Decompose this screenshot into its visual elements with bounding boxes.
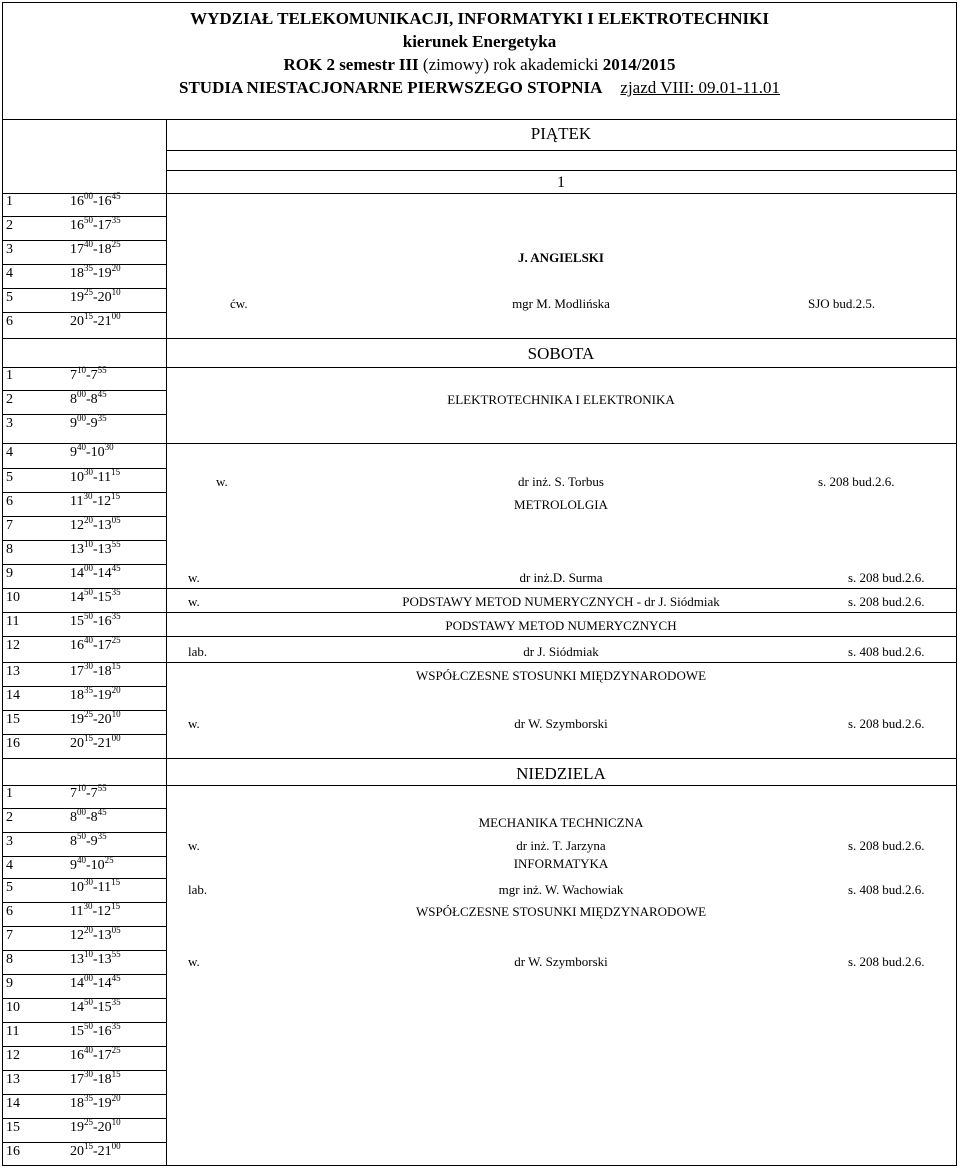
slot-time: $19^{25}-20^{10}$: [70, 287, 121, 305]
slot-time: $13^{10}-13^{55}$: [70, 539, 121, 557]
slot-number: 1: [6, 368, 13, 383]
slot-time: $19^{25}-20^{10}$: [70, 1117, 121, 1135]
column-divider: [166, 193, 167, 1166]
slot-time: $12^{20}-13^{05}$: [70, 515, 121, 533]
slot-time: $18^{35}-19^{20}$: [70, 685, 121, 703]
class-subject: ELEKTROTECHNIKA I ELEKTRONIKA: [447, 392, 675, 407]
slot-time: $16^{50}-17^{35}$: [70, 215, 121, 233]
slot-number: 5: [6, 290, 13, 305]
class-teacher: dr W. Szymborski: [514, 716, 608, 731]
slot-time: $16^{00}-16^{45}$: [70, 191, 121, 209]
slot-number: 3: [6, 416, 13, 431]
field-of-study: kierunek Energetyka: [402, 32, 557, 51]
slot-time: $20^{15}-21^{00}$: [70, 311, 121, 329]
schedule-header: [2, 2, 957, 120]
row-divider: [2, 734, 166, 735]
row-divider: [2, 808, 166, 809]
slot-number: 3: [6, 834, 13, 849]
slot-time: $17^{30}-18^{15}$: [70, 1069, 121, 1087]
slot-time: $18^{35}-19^{20}$: [70, 1093, 121, 1111]
class-room: s. 408 bud.2.6.: [848, 882, 925, 897]
slot-number: 7: [6, 518, 13, 533]
class-teacher: dr W. Szymborski: [514, 954, 608, 969]
class-type: w.: [188, 716, 200, 731]
row-divider: [2, 564, 166, 565]
class-teacher: dr inż. T. Jarzyna: [516, 838, 606, 853]
day-title-sunday: NIEDZIELA: [516, 764, 606, 783]
slot-number: 15: [6, 712, 20, 727]
slot-number: 4: [6, 445, 13, 460]
row-divider: [166, 588, 957, 589]
column-divider: [166, 120, 167, 193]
slot-number: 4: [6, 266, 13, 281]
row-divider: [2, 443, 957, 444]
row-divider: [2, 758, 957, 759]
slot-number: 10: [6, 590, 20, 605]
class-subject: METROLOLGIA: [514, 497, 608, 512]
slot-time: $14^{00}-14^{45}$: [70, 563, 121, 581]
class-type: w.: [188, 594, 200, 609]
row-divider: [2, 902, 166, 903]
faculty-title: WYDZIAŁ TELEKOMUNIKACJI, INFORMATYKI I ELEKTROTECHNIKI: [190, 9, 769, 28]
class-teacher: dr inż.D. Surma: [519, 570, 603, 585]
row-divider: [2, 878, 166, 879]
row-divider: [2, 216, 166, 217]
row-divider: [2, 1022, 166, 1023]
class-room: s. 208 bud.2.6.: [818, 474, 895, 489]
slot-number: 4: [6, 858, 13, 873]
slot-number: 2: [6, 810, 13, 825]
row-divider: [2, 540, 166, 541]
slot-time: $9^{40}-10^{30}$: [70, 442, 114, 460]
slot-time: $14^{50}-15^{35}$: [70, 587, 121, 605]
slot-number: 8: [6, 542, 13, 557]
row-divider: [2, 240, 166, 241]
class-room: s. 408 bud.2.6.: [848, 644, 925, 659]
slot-time: $8^{00}-8^{45}$: [70, 807, 107, 825]
slot-time: $17^{40}-18^{25}$: [70, 239, 121, 257]
slot-time: $10^{30}-11^{15}$: [70, 877, 121, 895]
row-divider: [166, 150, 957, 151]
class-type: lab.: [188, 644, 208, 659]
slot-time: $15^{50}-16^{35}$: [70, 611, 121, 629]
slot-number: 6: [6, 904, 13, 919]
class-subject: WSPÓŁCZESNE STOSUNKI MIĘDZYNARODOWE: [415, 904, 707, 919]
slot-number: 1: [6, 786, 13, 801]
row-divider: [166, 662, 957, 663]
row-divider: [2, 1142, 166, 1143]
slot-time: $14^{50}-15^{35}$: [70, 997, 121, 1015]
slot-number: 16: [6, 1144, 20, 1159]
row-divider: [2, 492, 166, 493]
row-divider: [2, 974, 166, 975]
row-divider: [2, 926, 166, 927]
slot-number: 11: [6, 1024, 20, 1039]
class-room: s. 208 bud.2.6.: [848, 594, 925, 609]
slot-time: $15^{50}-16^{35}$: [70, 1021, 121, 1039]
slot-number: 3: [6, 242, 13, 257]
slot-time: $12^{20}-13^{05}$: [70, 925, 121, 943]
study-mode-line: [2, 76, 957, 99]
slot-time: $8^{00}-8^{45}$: [70, 389, 107, 407]
row-divider: [2, 312, 166, 313]
class-subject: PODSTAWY METOD NUMERYCZNYCH - dr J. Siódmiak: [402, 594, 720, 609]
class-subject: J. ANGIELSKI: [518, 250, 604, 265]
slot-number: 15: [6, 1120, 20, 1135]
class-room: s. 208 bud.2.6.: [848, 838, 925, 853]
slot-time: $9^{40}-10^{25}$: [70, 855, 114, 873]
class-room: s. 208 bud.2.6.: [848, 570, 925, 585]
row-divider: [2, 468, 166, 469]
slot-number: 7: [6, 928, 13, 943]
slot-number: 6: [6, 314, 13, 329]
class-type: lab.: [188, 882, 208, 897]
slot-time: $8^{50}-9^{35}$: [70, 831, 107, 849]
row-divider: [166, 170, 957, 171]
class-subject: PODSTAWY METOD NUMERYCZNYCH: [445, 618, 677, 633]
row-divider: [2, 636, 166, 637]
row-divider: [166, 612, 957, 613]
slot-number: 16: [6, 736, 20, 751]
session-dates: zjazd VIII: 09.01-11.01: [620, 78, 780, 97]
slot-number: 14: [6, 688, 20, 703]
slot-number: 2: [6, 218, 13, 233]
class-room: SJO bud.2.5.: [808, 296, 876, 311]
slot-number: 6: [6, 494, 13, 509]
class-subject: MECHANIKA TECHNICZNA: [478, 815, 644, 830]
slot-number: 14: [6, 1096, 20, 1111]
slot-number: 1: [6, 194, 13, 209]
row-divider: [2, 998, 166, 999]
class-subject: INFORMATYKA: [513, 856, 609, 871]
slot-time: $7^{10}-7^{55}$: [70, 783, 107, 801]
slot-number: 13: [6, 664, 20, 679]
row-divider: [166, 636, 957, 637]
slot-time: $11^{30}-12^{15}$: [70, 491, 121, 509]
slot-time: $18^{35}-19^{20}$: [70, 263, 121, 281]
slot-number: 9: [6, 976, 13, 991]
slot-time: $14^{00}-14^{45}$: [70, 973, 121, 991]
row-divider: [2, 612, 166, 613]
class-teacher: mgr inż. W. Wachowiak: [498, 882, 624, 897]
row-divider: [2, 414, 166, 415]
slot-number: 2: [6, 392, 13, 407]
slot-number: 10: [6, 1000, 20, 1015]
slot-number: 11: [6, 614, 20, 629]
row-divider: [2, 193, 957, 194]
class-teacher: mgr M. Modlińska: [512, 296, 610, 311]
class-teacher: dr inż. S. Torbus: [518, 474, 604, 489]
row-divider: [2, 1046, 166, 1047]
class-room: s. 208 bud.2.6.: [848, 716, 925, 731]
slot-number: 5: [6, 470, 13, 485]
class-type: w.: [188, 570, 200, 585]
class-type: w.: [188, 838, 200, 853]
row-divider: [2, 588, 166, 589]
row-divider: [2, 338, 957, 339]
row-divider: [2, 950, 166, 951]
row-divider: [2, 856, 166, 857]
class-type: ćw.: [230, 296, 248, 311]
slot-number: 9: [6, 566, 13, 581]
row-divider: [2, 264, 166, 265]
slot-time: $16^{40}-17^{25}$: [70, 1045, 121, 1063]
slot-time: $11^{30}-12^{15}$: [70, 901, 121, 919]
slot-time: $13^{10}-13^{55}$: [70, 949, 121, 967]
slot-time: $16^{40}-17^{25}$: [70, 635, 121, 653]
slot-time: $20^{15}-21^{00}$: [70, 1141, 121, 1159]
row-divider: [2, 662, 166, 663]
row-divider: [2, 785, 957, 786]
row-divider: [2, 686, 166, 687]
slot-number: 5: [6, 880, 13, 895]
slot-time: $10^{30}-11^{15}$: [70, 467, 121, 485]
row-divider: [2, 1094, 166, 1095]
class-type: w.: [216, 474, 228, 489]
row-divider: [2, 288, 166, 289]
row-divider: [2, 367, 957, 368]
class-type: w.: [188, 954, 200, 969]
class-teacher: dr J. Siódmiak: [523, 644, 599, 659]
schedule-frame: [2, 2, 957, 1166]
slot-time: $17^{30}-18^{15}$: [70, 661, 121, 679]
slot-time: $9^{00}-9^{35}$: [70, 413, 107, 431]
slot-time: $20^{15}-21^{00}$: [70, 733, 121, 751]
class-subject: WSPÓŁCZESNE STOSUNKI MIĘDZYNARODOWE: [415, 668, 707, 683]
slot-number: 13: [6, 1072, 20, 1087]
study-mode: STUDIA NIESTACJONARNE PIERWSZEGO STOPNIA: [179, 78, 603, 97]
row-divider: [2, 390, 166, 391]
slot-time: $7^{10}-7^{55}$: [70, 365, 107, 383]
group-number: 1: [557, 174, 565, 191]
class-room: s. 208 bud.2.6.: [848, 954, 925, 969]
slot-number: 12: [6, 638, 20, 653]
row-divider: [2, 1118, 166, 1119]
slot-number: 12: [6, 1048, 20, 1063]
slot-number: 8: [6, 952, 13, 967]
day-title-friday: PIĄTEK: [530, 124, 592, 143]
year-semester: ROK 2 semestr III (zimowy) rok akademicki 2014/2015: [283, 55, 676, 74]
slot-time: $19^{25}-20^{10}$: [70, 709, 121, 727]
row-divider: [2, 1070, 166, 1071]
row-divider: [2, 710, 166, 711]
row-divider: [2, 832, 166, 833]
row-divider: [2, 516, 166, 517]
day-title-saturday: SOBOTA: [527, 344, 595, 363]
